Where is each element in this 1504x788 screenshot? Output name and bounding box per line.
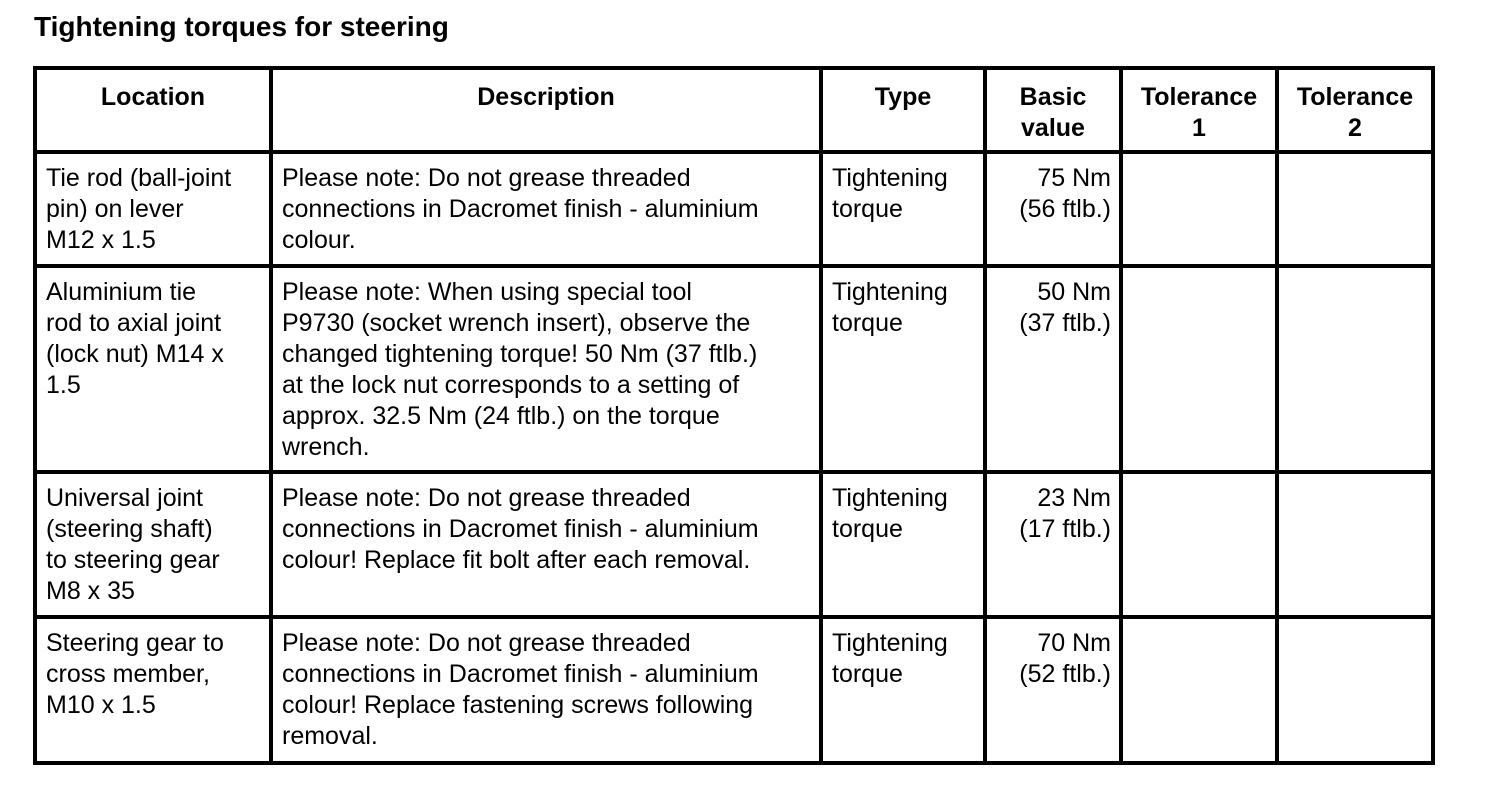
header-tolerance-1: Tolerance 1: [1121, 68, 1277, 152]
cell-type: Tightening torque: [821, 617, 985, 763]
cell-tolerance-1: [1121, 266, 1277, 472]
cell-basic-value: 23 Nm (17 ftlb.): [985, 472, 1121, 617]
cell-type: Tightening torque: [821, 152, 985, 266]
cell-location: Universal joint (steering shaft) to steering gear M8 x 35: [35, 472, 271, 617]
cell-tolerance-1: [1121, 617, 1277, 763]
header-tolerance-2: Tolerance 2: [1277, 68, 1433, 152]
torque-table: [33, 66, 1435, 765]
cell-tolerance-2: [1277, 152, 1433, 266]
table-row: [35, 266, 1433, 472]
cell-basic-value: 70 Nm (52 ftlb.): [985, 617, 1121, 763]
cell-location: Tie rod (ball-joint pin) on lever M12 x 1.5: [35, 152, 271, 266]
cell-location: Aluminium tie rod to axial joint (lock nut) M14 x 1.5: [35, 266, 271, 472]
cell-description: Please note: Do not grease threaded connections in Dacromet finish - aluminium colour! Replace fastening screws following removal.: [271, 617, 821, 763]
table-row: [35, 472, 1433, 617]
table-header-row: [35, 68, 1433, 152]
cell-tolerance-2: [1277, 266, 1433, 472]
header-type: Type: [821, 68, 985, 152]
cell-location: Steering gear to cross member, M10 x 1.5: [35, 617, 271, 763]
cell-tolerance-2: [1277, 617, 1433, 763]
header-basic-value: Basic value: [985, 68, 1121, 152]
table-row: [35, 617, 1433, 763]
cell-description: Please note: Do not grease threaded connections in Dacromet finish - aluminium colour! Replace fit bolt after each removal.: [271, 472, 821, 617]
cell-type: Tightening torque: [821, 472, 985, 617]
cell-tolerance-1: [1121, 472, 1277, 617]
page-title: Tightening torques for steering: [34, 11, 449, 42]
cell-tolerance-2: [1277, 472, 1433, 617]
cell-type: Tightening torque: [821, 266, 985, 472]
header-location: Location: [35, 68, 271, 152]
cell-basic-value: 50 Nm (37 ftlb.): [985, 266, 1121, 472]
table-row: [35, 152, 1433, 266]
cell-tolerance-1: [1121, 152, 1277, 266]
cell-description: Please note: Do not grease threaded connections in Dacromet finish - aluminium colour.: [271, 152, 821, 266]
cell-basic-value: 75 Nm (56 ftlb.): [985, 152, 1121, 266]
header-description: Description: [271, 68, 821, 152]
cell-description: Please note: When using special tool P9730 (socket wrench insert), observe the changed tightening torque! 50 Nm (37 ftlb.) at the lock nut corresponds to a setting of approx. 32.5 Nm (24 ftlb.) on the torque wrench.: [271, 266, 821, 472]
